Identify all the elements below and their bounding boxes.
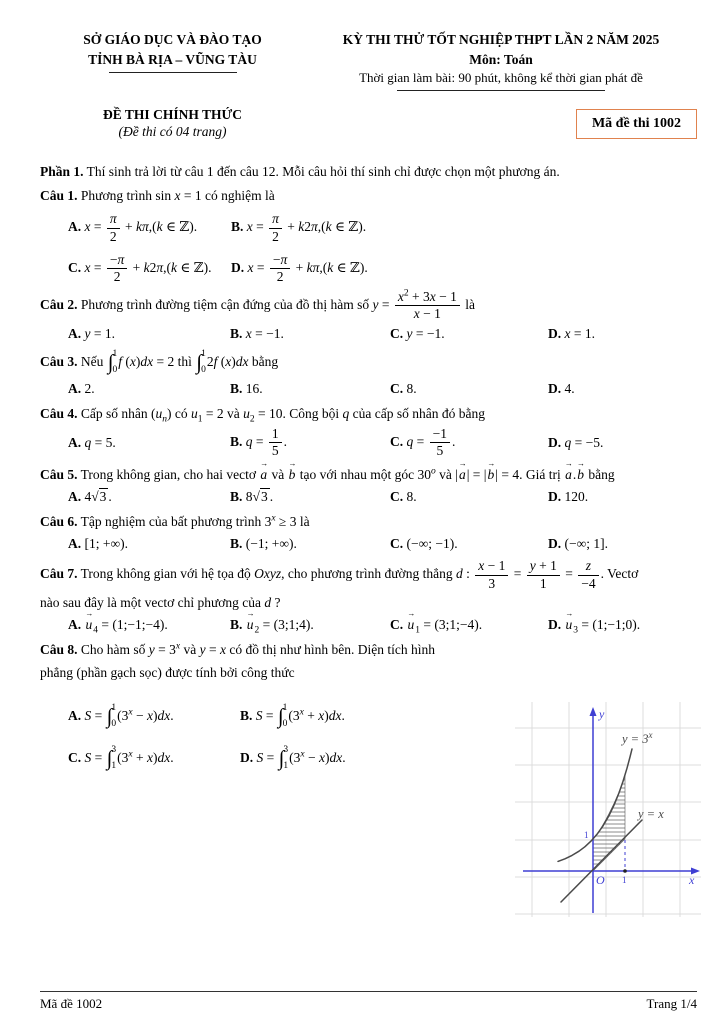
option-A [68, 380, 230, 398]
question-stem [40, 290, 697, 321]
option-value: (−1; +∞). [245, 536, 297, 552]
option-value: 8. [406, 488, 417, 504]
question-text-cont: phẳng (phần gạch sọc) được tính bởi công thức [40, 664, 295, 680]
option-D [548, 535, 697, 553]
option-letter: C. [390, 617, 404, 633]
question-5 [40, 465, 697, 506]
option-value: 120. [564, 488, 589, 504]
option-B [230, 427, 390, 458]
option-value: x = −1. [245, 325, 284, 341]
issuing-authority [40, 30, 305, 91]
option-D [548, 434, 697, 452]
option-letter: B. [230, 488, 243, 504]
question-number: Câu 2. [40, 296, 78, 312]
option-C [390, 427, 548, 458]
question-text: Cho hàm số $y = 3^x$ và y = x có đồ thị như hình bên. Diện tích hình [80, 641, 436, 658]
question-7 [40, 559, 697, 634]
x-axis-label: x [689, 873, 695, 887]
option-value: x = $\frac{-\pi}{2}$ + k2π,(k ∈ ℤ). [84, 251, 212, 284]
question-2 [40, 290, 697, 343]
exam-duration: Thời gian làm bài: 90 phút, không kể thời gian phát đề [359, 70, 643, 86]
exam-title-block [305, 30, 697, 91]
page-header [40, 30, 697, 91]
option-D [231, 253, 697, 284]
option-value: x = $\frac{-\pi}{2}$ + kπ,(k ∈ ℤ). [247, 251, 368, 284]
option-letter: B. [230, 433, 243, 449]
option-C [68, 745, 240, 773]
option-value: 8. [406, 380, 417, 396]
section1-text: Thí sinh trả lời từ câu 1 đến câu 12. Mỗi câu hỏi thí sinh chỉ được chọn một phương án. [86, 163, 560, 179]
option-letter: C. [390, 433, 404, 449]
option-value: x = $\frac{\pi}{2}$ + k2π,(k ∈ ℤ). [246, 211, 367, 244]
answer-options [40, 703, 518, 773]
exam-code-box: Mã đề thi 1002 [576, 109, 697, 139]
option-value: q = $\frac{-1}{5}$ . [406, 426, 456, 459]
option-value: 16. [245, 380, 263, 396]
option-A [68, 434, 230, 452]
question-number: Câu 8. [40, 642, 78, 658]
option-value: q = −5. [564, 434, 604, 450]
option-B [231, 212, 697, 243]
option-letter: D. [231, 259, 245, 275]
question-number: Câu 3. [40, 353, 78, 369]
option-value: x = $\frac{\pi}{2}$ + kπ,(k ∈ ℤ). [84, 211, 198, 244]
option-value: $u \to_1$ = (3;1;−4). [407, 617, 483, 632]
option-A [68, 535, 230, 553]
question-3 [40, 349, 697, 398]
x-tick-1: 1 [622, 875, 627, 885]
question-stem [40, 186, 697, 206]
authority-line1: SỞ GIÁO DỤC VÀ ĐÀO TẠO [83, 32, 262, 47]
option-letter: C. [390, 380, 404, 396]
option-value: 8√3 . [245, 488, 274, 504]
y-tick-1: 1 [584, 830, 589, 840]
option-C [390, 488, 548, 506]
option-value: [1; +∞). [84, 536, 128, 552]
option-letter: D. [548, 536, 562, 552]
option-A [68, 488, 230, 506]
option-value: (−∞; 1]. [564, 536, 608, 552]
x1-point [623, 869, 627, 873]
option-value: x = 1. [564, 325, 595, 341]
answer-options [40, 616, 697, 634]
option-B [230, 616, 390, 634]
question-number: Câu 7. [40, 566, 78, 582]
option-B [230, 488, 390, 506]
option-A [68, 703, 240, 731]
option-value: q = 5. [84, 434, 116, 450]
option-letter: D. [548, 617, 562, 633]
question-number: Câu 4. [40, 405, 78, 421]
option-value: S = ∫ 1 0 $(3^x + x)dx$. [255, 702, 345, 730]
question-stem [40, 512, 697, 532]
y-axis-label: y [599, 707, 605, 721]
answer-options [40, 212, 697, 284]
option-C [390, 535, 548, 553]
line-label: y = x [638, 807, 664, 821]
question-text: Nếu ∫ 1 0 f (x)dx = 2 thì ∫ 1 0 2f (x)dx bằng [80, 348, 279, 376]
option-A [68, 325, 230, 343]
answer-options [40, 380, 697, 398]
option-letter: C. [68, 259, 82, 275]
question-number: Câu 6. [40, 514, 78, 529]
option-letter: C. [390, 536, 404, 552]
option-value: 4. [564, 380, 575, 396]
option-value: 4√3 . [84, 488, 112, 504]
answer-options [40, 488, 697, 506]
option-value: (−∞; −1). [406, 536, 458, 552]
answer-options [40, 427, 697, 458]
option-value: $u \to_4$ = (1;−1;−4). [85, 617, 168, 632]
option-letter: B. [230, 380, 243, 396]
origin-label: O [596, 873, 605, 887]
question-stem [40, 640, 508, 660]
option-D [548, 616, 697, 634]
option-C [390, 380, 548, 398]
footer-page-number: Trang 1/4 [646, 996, 697, 1011]
section1-label: Phần 1. [40, 163, 84, 179]
option-value: S = ∫ 3 1 $(3^x + x)dx$. [84, 744, 174, 772]
question-6 [40, 512, 697, 553]
option-letter: A. [68, 219, 82, 235]
option-value: y = −1. [406, 325, 445, 341]
option-C [68, 253, 231, 284]
option-B [230, 535, 390, 553]
official-exam-block [40, 107, 305, 140]
section1-heading [40, 162, 697, 182]
question-stem [40, 349, 697, 377]
question-text: Cấp số nhân $(u_n)$ có $u_1 = 2$ và $u_2 = 10$. Công bội q của cấp số nhân đó bằng [80, 405, 485, 425]
subheader [40, 107, 697, 140]
option-value: q = $\frac{1}{5}$ . [245, 426, 288, 459]
option-letter: A. [68, 488, 82, 504]
option-B [230, 325, 390, 343]
option-B [240, 703, 518, 731]
option-letter: D. [548, 325, 562, 341]
option-value: $u \to_2$ = (3;1;4). [246, 617, 314, 632]
option-letter: D. [548, 434, 562, 450]
exam-title: KỲ THI THỬ TỐT NGHIỆP THPT LẦN 2 NĂM 2025 [342, 32, 660, 47]
option-letter: D. [240, 749, 254, 765]
question-stem [40, 404, 697, 424]
option-value: y = 1. [84, 325, 115, 341]
question-stem [40, 465, 697, 485]
option-letter: A. [68, 617, 82, 633]
option-letter: C. [390, 488, 404, 504]
question-text: Phương trình sin x = 1 có nghiệm là [80, 188, 275, 204]
header-right-underline [397, 90, 605, 91]
option-letter: A. [68, 325, 82, 341]
option-letter: A. [68, 536, 82, 552]
option-value: 2. [84, 380, 95, 396]
option-B [230, 380, 390, 398]
question-text: Trong không gian, cho hai vectơ a → và b → tạo với nhau một góc 30$^o$ và |a →| = |b →| = 4. Giá trị a →.b → bằng [81, 467, 615, 482]
option-D [548, 325, 697, 343]
option-value: S = ∫ 3 1 $(3^x - x)dx$. [256, 744, 346, 772]
question-number: Câu 5. [40, 466, 78, 482]
footer-exam-code: Mã đề 1002 [40, 996, 103, 1011]
answer-options [40, 535, 697, 553]
option-letter: D. [548, 380, 562, 396]
official-exam-label: ĐỀ THI CHÍNH THỨC [103, 106, 242, 122]
authority-line2: TỈNH BÀ RỊA – VŨNG TÀU [88, 51, 257, 67]
question-4 [40, 404, 697, 459]
questions-list [40, 186, 697, 773]
option-value: $u \to_3$ = (1;−1;0). [565, 617, 641, 632]
option-letter: D. [548, 488, 562, 504]
option-A [68, 212, 231, 243]
grid-lines [515, 702, 701, 917]
option-value: S = ∫ 1 0 $(3^x - x)dx$. [84, 702, 174, 730]
question-number: Câu 1. [40, 188, 78, 204]
option-D [548, 488, 697, 506]
question-1 [40, 186, 697, 284]
exam-pages-note: (Đề thi có 04 trang) [118, 123, 227, 139]
question-text-cont: nào sau đây là một vectơ chỉ phương của d ? [40, 594, 281, 610]
function-graph-figure [515, 702, 701, 917]
curve-label: $y = 3^x$ [622, 730, 653, 746]
question-text: Trong không gian với hệ tọa độ Oxyz, cho phương trình đường thẳng d : $\frac{x - 1}{3}$ = $\frac{y + 1}{1}$ = $\frac{z}{-4}$ . Vectơ [80, 558, 639, 591]
option-C [390, 616, 548, 634]
answer-options [40, 325, 697, 343]
option-letter: B. [231, 219, 244, 235]
option-letter: B. [230, 536, 243, 552]
option-letter: B. [230, 325, 243, 341]
option-letter: A. [68, 434, 82, 450]
option-letter: C. [68, 749, 82, 765]
exam-subject: Môn: Toán [469, 51, 533, 67]
option-D [548, 380, 697, 398]
option-D [240, 745, 518, 773]
option-letter: C. [390, 325, 404, 341]
option-letter: B. [230, 617, 243, 633]
option-A [68, 616, 230, 634]
option-letter: A. [68, 707, 82, 723]
option-letter: A. [68, 380, 82, 396]
question-text: Phương trình đường tiệm cận đứng của đồ thị hàm số y = $\frac{x^2 + 3x - 1}{x - 1}$ là [80, 288, 475, 322]
question-text: Tập nghiệm của bất phương trình $3^x \ge 3$ là [80, 513, 310, 529]
option-C [390, 325, 548, 343]
option-letter: B. [240, 707, 253, 723]
question-stem [40, 559, 697, 590]
page-footer [40, 991, 697, 1012]
header-left-underline [109, 72, 237, 73]
